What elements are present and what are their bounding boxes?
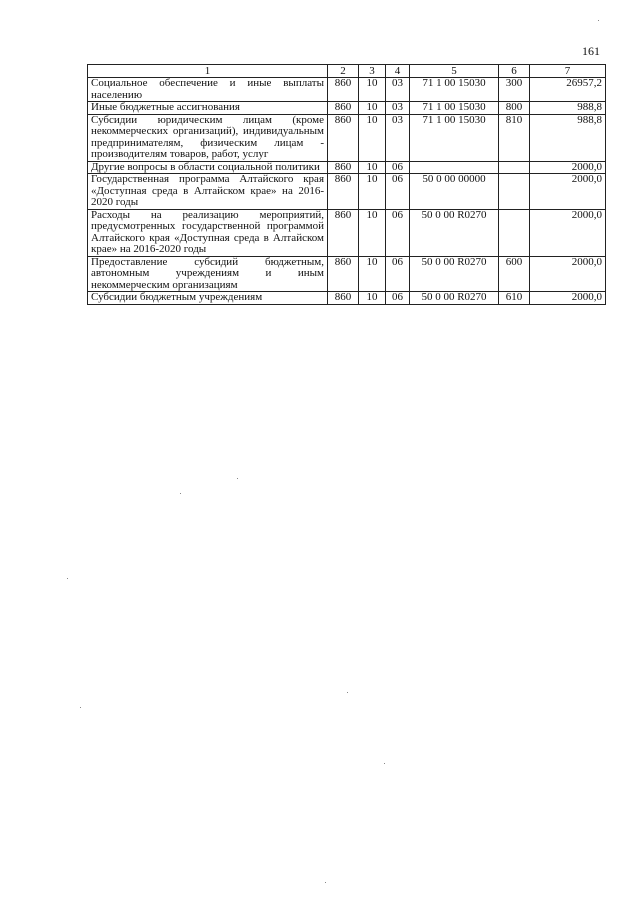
cell-col-6: 300 bbox=[499, 78, 530, 102]
cell-col-5: 71 1 00 15030 bbox=[410, 114, 499, 161]
cell-col-5: 50 0 00 R0270 bbox=[410, 209, 499, 256]
scan-speck bbox=[347, 692, 348, 693]
cell-col-6 bbox=[499, 161, 530, 174]
scan-speck bbox=[180, 493, 181, 494]
scan-speck bbox=[67, 578, 68, 579]
cell-col-3: 10 bbox=[359, 161, 386, 174]
cell-col-3: 10 bbox=[359, 256, 386, 292]
cell-col-3: 10 bbox=[359, 114, 386, 161]
cell-col-2: 860 bbox=[328, 209, 359, 256]
col-header: 6 bbox=[499, 65, 530, 78]
scan-speck bbox=[384, 763, 385, 764]
page-number: 161 bbox=[582, 44, 600, 58]
cell-col-7: 2000,0 bbox=[530, 292, 606, 305]
cell-col-6: 810 bbox=[499, 114, 530, 161]
cell-col-4: 06 bbox=[386, 174, 410, 210]
scan-speck bbox=[80, 707, 81, 708]
row-name: Предоставление субсидий бюджетным, автономным учреждениям и иным некоммерческим организациям bbox=[88, 256, 328, 292]
table-row bbox=[88, 174, 606, 210]
col-header: 7 bbox=[530, 65, 606, 78]
cell-col-4: 03 bbox=[386, 102, 410, 115]
table-row bbox=[88, 102, 606, 115]
cell-col-6 bbox=[499, 209, 530, 256]
row-name: Другие вопросы в области социальной политики bbox=[88, 161, 328, 174]
cell-col-6: 800 bbox=[499, 102, 530, 115]
row-name: Расходы на реализацию мероприятий, предусмотренных государственной программой Алтайского края «Доступная среда в Алтайском крае» на 2016-2020 годы bbox=[88, 209, 328, 256]
col-header: 2 bbox=[328, 65, 359, 78]
cell-col-4: 06 bbox=[386, 256, 410, 292]
cell-col-7: 26957,2 bbox=[530, 78, 606, 102]
cell-col-7: 988,8 bbox=[530, 102, 606, 115]
cell-col-5: 71 1 00 15030 bbox=[410, 102, 499, 115]
col-header: 3 bbox=[359, 65, 386, 78]
cell-col-5: 50 0 00 R0270 bbox=[410, 256, 499, 292]
col-header: 5 bbox=[410, 65, 499, 78]
table-row bbox=[88, 161, 606, 174]
cell-col-3: 10 bbox=[359, 174, 386, 210]
cell-col-2: 860 bbox=[328, 256, 359, 292]
table-row bbox=[88, 78, 606, 102]
row-name: Иные бюджетные ассигнования bbox=[88, 102, 328, 115]
scan-speck bbox=[237, 478, 238, 479]
cell-col-7: 988,8 bbox=[530, 114, 606, 161]
cell-col-3: 10 bbox=[359, 78, 386, 102]
row-name: Социальное обеспечение и иные выплаты населению bbox=[88, 78, 328, 102]
budget-table bbox=[87, 64, 606, 305]
cell-col-2: 860 bbox=[328, 292, 359, 305]
scan-speck bbox=[325, 882, 326, 883]
cell-col-4: 03 bbox=[386, 114, 410, 161]
cell-col-6 bbox=[499, 174, 530, 210]
cell-col-6: 610 bbox=[499, 292, 530, 305]
cell-col-7: 2000,0 bbox=[530, 174, 606, 210]
cell-col-3: 10 bbox=[359, 292, 386, 305]
cell-col-3: 10 bbox=[359, 102, 386, 115]
cell-col-5: 50 0 00 00000 bbox=[410, 174, 499, 210]
cell-col-3: 10 bbox=[359, 209, 386, 256]
col-header: 1 bbox=[88, 65, 328, 78]
cell-col-2: 860 bbox=[328, 174, 359, 210]
scan-speck bbox=[598, 20, 599, 21]
row-name: Государственная программа Алтайского края «Доступная среда в Алтайском крае» на 2016-2020 годы bbox=[88, 174, 328, 210]
row-name: Субсидии бюджетным учреждениям bbox=[88, 292, 328, 305]
cell-col-7: 2000,0 bbox=[530, 161, 606, 174]
cell-col-6: 600 bbox=[499, 256, 530, 292]
table-row bbox=[88, 209, 606, 256]
cell-col-5: 50 0 00 R0270 bbox=[410, 292, 499, 305]
row-name: Субсидии юридическим лицам (кроме некоммерческих организаций), индивидуальным предпринимателям, физическим лицам - производителям товаров, работ, услуг bbox=[88, 114, 328, 161]
cell-col-4: 06 bbox=[386, 292, 410, 305]
cell-col-5 bbox=[410, 161, 499, 174]
cell-col-7: 2000,0 bbox=[530, 256, 606, 292]
cell-col-4: 03 bbox=[386, 78, 410, 102]
cell-col-4: 06 bbox=[386, 161, 410, 174]
cell-col-2: 860 bbox=[328, 102, 359, 115]
cell-col-2: 860 bbox=[328, 161, 359, 174]
cell-col-7: 2000,0 bbox=[530, 209, 606, 256]
cell-col-2: 860 bbox=[328, 114, 359, 161]
table-header-row bbox=[88, 65, 606, 78]
table-row bbox=[88, 256, 606, 292]
table-body bbox=[88, 78, 606, 305]
table-row bbox=[88, 114, 606, 161]
cell-col-5: 71 1 00 15030 bbox=[410, 78, 499, 102]
cell-col-4: 06 bbox=[386, 209, 410, 256]
cell-col-2: 860 bbox=[328, 78, 359, 102]
col-header: 4 bbox=[386, 65, 410, 78]
table-row bbox=[88, 292, 606, 305]
